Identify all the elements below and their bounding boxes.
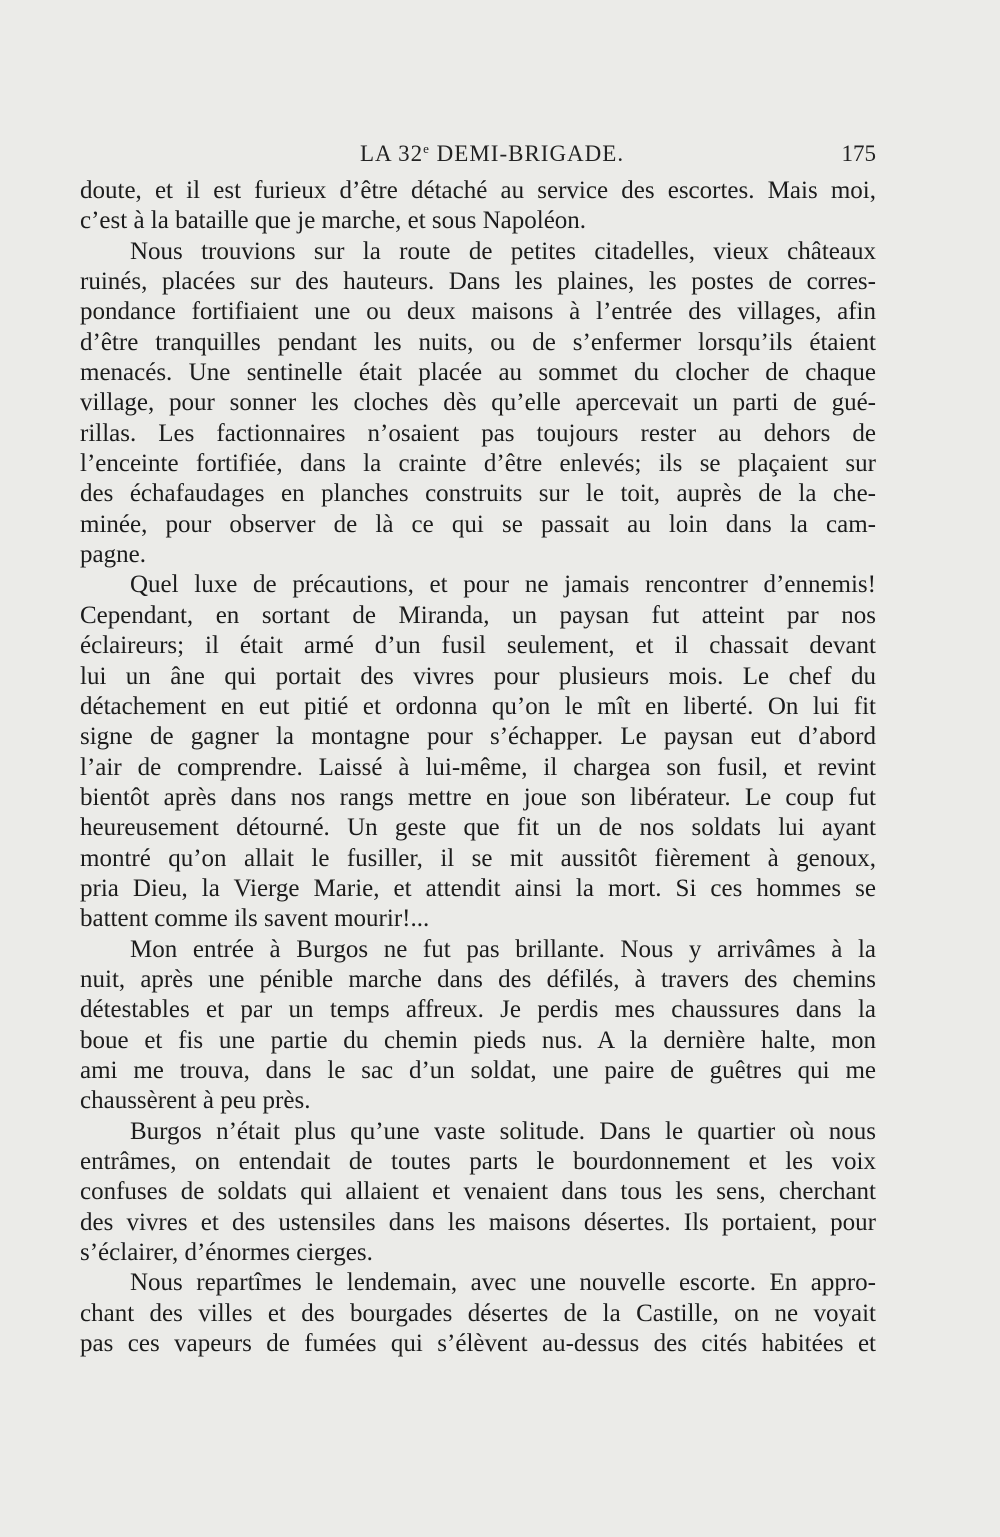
text-line: détachement en eut pitié et ordonna qu’on le mît en liberté. On lui fit — [80, 692, 876, 720]
page-header — [80, 141, 876, 175]
text-line: chaussèrent à peu près. — [80, 1087, 311, 1115]
text-line: nuit, après une pénible marche dans des défilés, à travers des chemins — [80, 965, 876, 993]
text-line: rillas. Les factionnaires n’osaient pas toujours rester au dehors de — [80, 419, 876, 447]
page-number: 175 — [841, 141, 876, 166]
text-line: l’air de comprendre. Laissé à lui-même, il chargea son fusil, et revint — [80, 753, 876, 781]
text-line: doute, et il est furieux d’être détaché au service des escortes. Mais moi, — [80, 177, 876, 204]
running-title-prefix: LA 32 — [360, 141, 424, 166]
text-line: s’éclairer, d’énormes cierges. — [80, 1239, 373, 1267]
text-line: battent comme ils savent mourir!... — [80, 905, 430, 933]
text-line: entrâmes, on entendait de toutes parts le bourdonnement et les voix — [80, 1148, 876, 1175]
body-text — [80, 176, 876, 1359]
text-line: montré qu’on allait le fusiller, il se mit aussitôt fièrement à genoux, — [80, 844, 876, 872]
text-line: boue et fis une partie du chemin pieds nus. A la dernière halte, mon — [80, 1026, 876, 1054]
text-line: Burgos n’était plus qu’une vaste solitude. Dans le quartier où nous — [130, 1117, 876, 1145]
text-line: Cependant, en sortant de Miranda, un paysan fut atteint par nos — [80, 601, 876, 629]
text-line: éclaireurs; il était armé d’un fusil seulement, et il chassait devant — [80, 632, 876, 660]
text-line: signe de gagner la montagne pour s’échapper. Le paysan eut d’abord — [80, 723, 876, 751]
running-title — [360, 141, 624, 167]
text-line: Nous trouvions sur la route de petites citadelles, vieux châteaux — [130, 237, 876, 265]
text-line: menacés. Une sentinelle était placée au sommet du clocher de chaque — [80, 359, 876, 387]
text-line: lui un âne qui portait des vivres pour plusieurs mois. Le chef du — [80, 662, 876, 690]
text-line: pria Dieu, la Vierge Marie, et attendit ainsi la mort. Si ces hommes se — [80, 874, 876, 902]
text-line: pas ces vapeurs de fumées qui s’élèvent au-dessus des cités habitées et — [80, 1330, 876, 1358]
running-title-suffix: DEMI-BRIGADE. — [429, 141, 625, 166]
running-title-superscript: e — [423, 141, 430, 156]
text-line: pondance fortifiaient une ou deux maisons à l’entrée des villages, afin — [80, 298, 876, 326]
text-line: minée, pour observer de là ce qui se passait au loin dans la cam- — [80, 510, 876, 538]
text-line: ami me trouva, dans le sac d’un soldat, une paire de guêtres qui me — [80, 1056, 876, 1084]
text-line: heureusement détourné. Un geste que fit un de nos soldats lui ayant — [80, 814, 876, 842]
text-line: chant des villes et des bourgades désertes de la Castille, on ne voyait — [80, 1299, 876, 1327]
text-line: l’enceinte fortifiée, dans la crainte d’être enlevés; ils se plaçaient sur — [80, 450, 876, 478]
text-line: Mon entrée à Burgos ne fut pas brillante. Nous y arrivâmes à la — [130, 935, 876, 963]
text-line: c’est à la bataille que je marche, et sous Napoléon. — [80, 207, 587, 235]
text-line: Nous repartîmes le lendemain, avec une nouvelle escorte. En appro- — [130, 1269, 876, 1297]
text-line: bientôt après dans nos rangs mettre en joue son libérateur. Le coup fut — [80, 783, 876, 811]
text-line: ruinés, placées sur des hauteurs. Dans les plaines, les postes de corres- — [80, 268, 876, 296]
text-line: Quel luxe de précautions, et pour ne jamais rencontrer d’ennemis! — [130, 571, 876, 599]
text-line: village, pour sonner les cloches dès qu’elle apercevait un parti de gué- — [80, 389, 876, 417]
text-line: des vivres et des ustensiles dans les maisons désertes. Ils portaient, pour — [80, 1208, 876, 1236]
text-line: pagne. — [80, 541, 146, 569]
text-line: d’être tranquilles pendant les nuits, ou de s’enfermer lorsqu’ils étaient — [80, 328, 876, 356]
text-line: des échafaudages en planches construits sur le toit, auprès de la che- — [80, 480, 876, 508]
text-line: détestables et par un temps affreux. Je perdis mes chaussures dans la — [80, 996, 876, 1024]
text-line: confuses de soldats qui allaient et venaient dans tous les sens, cherchant — [80, 1178, 876, 1206]
